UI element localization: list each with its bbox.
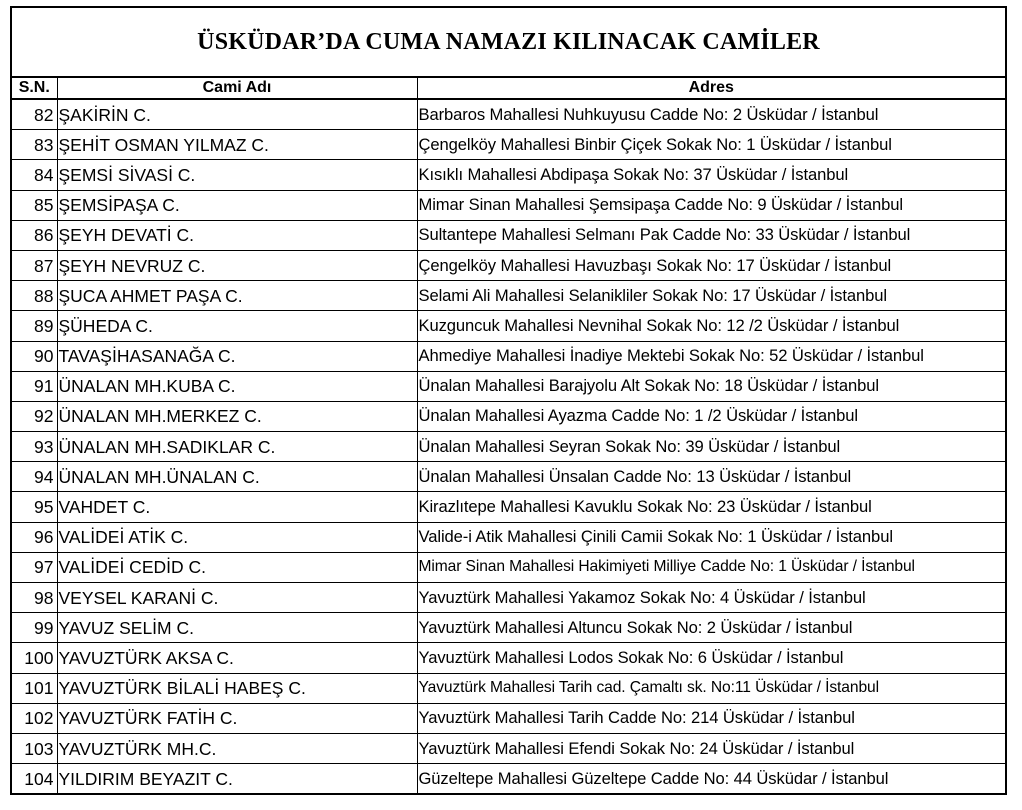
- row-mosque-name: ŞAKİRİN C.: [57, 99, 417, 130]
- row-sn: 87: [12, 250, 57, 280]
- table-row: [12, 432, 1005, 462]
- row-address: Mimar Sinan Mahallesi Hakimiyeti Milliye Cadde No: 1 Üsküdar / İstanbul: [417, 552, 1005, 582]
- table-row: [12, 160, 1005, 190]
- row-mosque-name: VALİDEİ CEDİD C.: [57, 552, 417, 582]
- row-mosque-name: VEYSEL KARANİ C.: [57, 583, 417, 613]
- table-row: [12, 643, 1005, 673]
- table-header: [12, 78, 1005, 99]
- row-address: Yavuztürk Mahallesi Tarih Cadde No: 214 Üsküdar / İstanbul: [417, 703, 1005, 733]
- row-mosque-name: ŞUCA AHMET PAŞA C.: [57, 281, 417, 311]
- row-sn: 93: [12, 432, 57, 462]
- row-sn: 104: [12, 764, 57, 794]
- table-row: [12, 250, 1005, 280]
- row-sn: 102: [12, 703, 57, 733]
- table-row: [12, 311, 1005, 341]
- table-row: [12, 552, 1005, 582]
- row-sn: 98: [12, 583, 57, 613]
- table-row: [12, 583, 1005, 613]
- header-row: [12, 78, 1005, 99]
- row-mosque-name: YAVUZTÜRK FATİH C.: [57, 703, 417, 733]
- row-address: Kirazlıtepe Mahallesi Kavuklu Sokak No: 23 Üsküdar / İstanbul: [417, 492, 1005, 522]
- table-row: [12, 401, 1005, 431]
- row-address: Sultantepe Mahallesi Selmanı Pak Cadde No: 33 Üsküdar / İstanbul: [417, 220, 1005, 250]
- row-address: Kuzguncuk Mahallesi Nevnihal Sokak No: 12 /2 Üsküdar / İstanbul: [417, 311, 1005, 341]
- row-mosque-name: TAVAŞİHASANAĞA C.: [57, 341, 417, 371]
- row-sn: 96: [12, 522, 57, 552]
- row-sn: 85: [12, 190, 57, 220]
- table-row: [12, 371, 1005, 401]
- row-mosque-name: ÜNALAN MH.MERKEZ C.: [57, 401, 417, 431]
- row-address: Yavuztürk Mahallesi Efendi Sokak No: 24 Üsküdar / İstanbul: [417, 733, 1005, 763]
- row-sn: 100: [12, 643, 57, 673]
- row-sn: 101: [12, 673, 57, 703]
- row-mosque-name: YAVUZTÜRK AKSA C.: [57, 643, 417, 673]
- row-address: Çengelköy Mahallesi Binbir Çiçek Sokak No: 1 Üsküdar / İstanbul: [417, 130, 1005, 160]
- row-sn: 95: [12, 492, 57, 522]
- row-sn: 90: [12, 341, 57, 371]
- header-sn: S.N.: [12, 78, 57, 99]
- header-address: Adres: [417, 78, 1005, 99]
- row-address: Yavuztürk Mahallesi Tarih cad. Çamaltı sk. No:11 Üsküdar / İstanbul: [417, 673, 1005, 703]
- mosque-table: [12, 78, 1005, 793]
- row-mosque-name: ŞEYH NEVRUZ C.: [57, 250, 417, 280]
- row-sn: 89: [12, 311, 57, 341]
- row-address: Yavuztürk Mahallesi Yakamoz Sokak No: 4 Üsküdar / İstanbul: [417, 583, 1005, 613]
- row-address: Yavuztürk Mahallesi Altuncu Sokak No: 2 Üsküdar / İstanbul: [417, 613, 1005, 643]
- row-mosque-name: ÜNALAN MH.KUBA C.: [57, 371, 417, 401]
- table-row: [12, 492, 1005, 522]
- row-mosque-name: VALİDEİ ATİK C.: [57, 522, 417, 552]
- table-row: [12, 190, 1005, 220]
- row-address: Selami Ali Mahallesi Selanikliler Sokak No: 17 Üsküdar / İstanbul: [417, 281, 1005, 311]
- row-address: Ünalan Mahallesi Seyran Sokak No: 39 Üsküdar / İstanbul: [417, 432, 1005, 462]
- row-address: Ünalan Mahallesi Ayazma Cadde No: 1 /2 Üsküdar / İstanbul: [417, 401, 1005, 431]
- row-sn: 83: [12, 130, 57, 160]
- table-row: [12, 99, 1005, 130]
- row-sn: 103: [12, 733, 57, 763]
- row-sn: 82: [12, 99, 57, 130]
- row-mosque-name: YILDIRIM BEYAZIT C.: [57, 764, 417, 794]
- row-sn: 97: [12, 552, 57, 582]
- row-mosque-name: YAVUZTÜRK BİLALİ HABEŞ C.: [57, 673, 417, 703]
- row-sn: 88: [12, 281, 57, 311]
- row-address: Barbaros Mahallesi Nuhkuyusu Cadde No: 2 Üsküdar / İstanbul: [417, 99, 1005, 130]
- header-name: Cami Adı: [57, 78, 417, 99]
- table-row: [12, 341, 1005, 371]
- row-mosque-name: ŞÜHEDA C.: [57, 311, 417, 341]
- table-row: [12, 733, 1005, 763]
- row-mosque-name: ŞEHİT OSMAN YILMAZ C.: [57, 130, 417, 160]
- table-row: [12, 130, 1005, 160]
- row-address: Valide-i Atik Mahallesi Çinili Camii Sokak No: 1 Üsküdar / İstanbul: [417, 522, 1005, 552]
- row-address: Ünalan Mahallesi Barajyolu Alt Sokak No: 18 Üsküdar / İstanbul: [417, 371, 1005, 401]
- row-address: Çengelköy Mahallesi Havuzbaşı Sokak No: 17 Üsküdar / İstanbul: [417, 250, 1005, 280]
- table-row: [12, 220, 1005, 250]
- row-mosque-name: YAVUZ SELİM C.: [57, 613, 417, 643]
- document-title: ÜSKÜDAR’DA CUMA NAMAZI KILINACAK CAMİLER: [12, 8, 1005, 78]
- table-row: [12, 673, 1005, 703]
- row-address: Güzeltepe Mahallesi Güzeltepe Cadde No: 44 Üsküdar / İstanbul: [418, 768, 889, 788]
- table-row: [12, 462, 1005, 492]
- row-address: Ünalan Mahallesi Ünsalan Cadde No: 13 Üsküdar / İstanbul: [417, 462, 1005, 492]
- row-sn: 91: [12, 371, 57, 401]
- row-address: Yavuztürk Mahallesi Lodos Sokak No: 6 Üsküdar / İstanbul: [417, 643, 1005, 673]
- table-row: [12, 764, 1005, 794]
- row-mosque-name: ÜNALAN MH.ÜNALAN C.: [57, 462, 417, 492]
- row-mosque-name: VAHDET C.: [57, 492, 417, 522]
- row-sn: 84: [12, 160, 57, 190]
- row-address: Mimar Sinan Mahallesi Şemsipaşa Cadde No: 9 Üsküdar / İstanbul: [417, 190, 1005, 220]
- row-address: Kısıklı Mahallesi Abdipaşa Sokak No: 37 Üsküdar / İstanbul: [417, 160, 1005, 190]
- table-body: [12, 99, 1005, 793]
- mosque-list-sheet: [10, 6, 1007, 795]
- table-row: [12, 613, 1005, 643]
- table-row: [12, 703, 1005, 733]
- table-row: [12, 281, 1005, 311]
- table-row: [12, 522, 1005, 552]
- row-mosque-name: ŞEMSİ SİVASİ C.: [57, 160, 417, 190]
- row-sn: 99: [12, 613, 57, 643]
- row-sn: 92: [12, 401, 57, 431]
- row-mosque-name: ŞEMSİPAŞA C.: [57, 190, 417, 220]
- row-mosque-name: YAVUZTÜRK MH.C.: [57, 733, 417, 763]
- row-mosque-name: ÜNALAN MH.SADIKLAR C.: [57, 432, 417, 462]
- row-sn: 86: [12, 220, 57, 250]
- row-address: Ahmediye Mahallesi İnadiye Mektebi Sokak No: 52 Üsküdar / İstanbul: [417, 341, 1005, 371]
- row-sn: 94: [12, 462, 57, 492]
- row-mosque-name: ŞEYH DEVATİ C.: [57, 220, 417, 250]
